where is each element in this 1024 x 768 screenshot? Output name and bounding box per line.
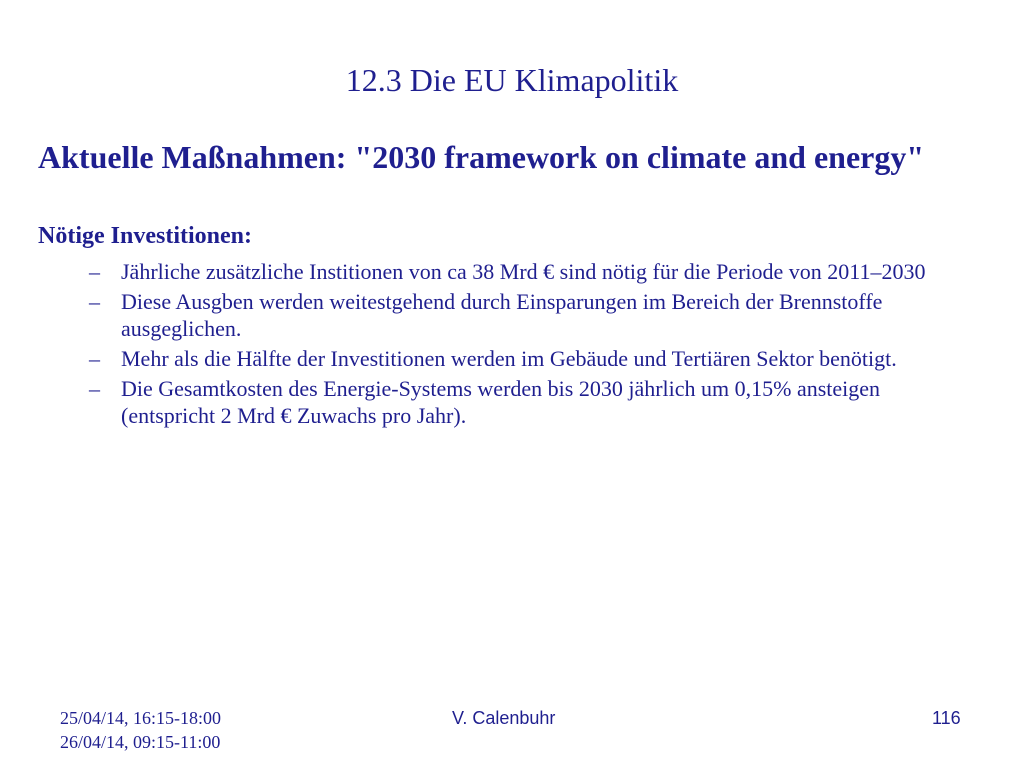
footer-date-line: 25/04/14, 16:15-18:00	[60, 708, 221, 728]
footer-page-number: 116	[932, 708, 961, 728]
bullet-text: Diese Ausgben werden weitestgehend durch Einsparungen im Bereich der Brennstoffe ausgeglichen.	[121, 289, 883, 341]
section-heading: Nötige Investitionen:	[38, 223, 252, 249]
dash-bullet-icon: –	[89, 346, 100, 371]
footer-author: V. Calenbuhr	[452, 708, 556, 728]
slide-subtitle: Aktuelle Maßnahmen: "2030 framework on climate and energy"	[38, 139, 925, 175]
bullet-text: Mehr als die Hälfte der Investitionen werden im Gebäude und Tertiären Sektor benötigt.	[121, 346, 897, 371]
footer-date-line: 26/04/14, 09:15-11:00	[60, 732, 221, 752]
bullet-text: Jährliche zusätzliche Institionen von ca 38 Mrd € sind nötig für die Periode von 2011–2030	[121, 259, 926, 284]
slide-title: 12.3 Die EU Klimapolitik	[345, 62, 679, 98]
dash-bullet-icon: –	[89, 289, 100, 314]
bullet-text: Die Gesamtkosten des Energie-Systems werden bis 2030 jährlich um 0,15% ansteigen (entspricht 2 Mrd € Zuwachs pro Jahr).	[121, 376, 881, 428]
bullet-item	[84, 375, 964, 429]
bullet-item	[84, 258, 964, 285]
footer-date	[60, 706, 221, 754]
dash-bullet-icon: –	[89, 376, 100, 401]
dash-bullet-icon: –	[89, 259, 100, 284]
bullet-item	[84, 345, 964, 372]
bullet-list	[84, 258, 964, 432]
bullet-item	[84, 288, 964, 342]
